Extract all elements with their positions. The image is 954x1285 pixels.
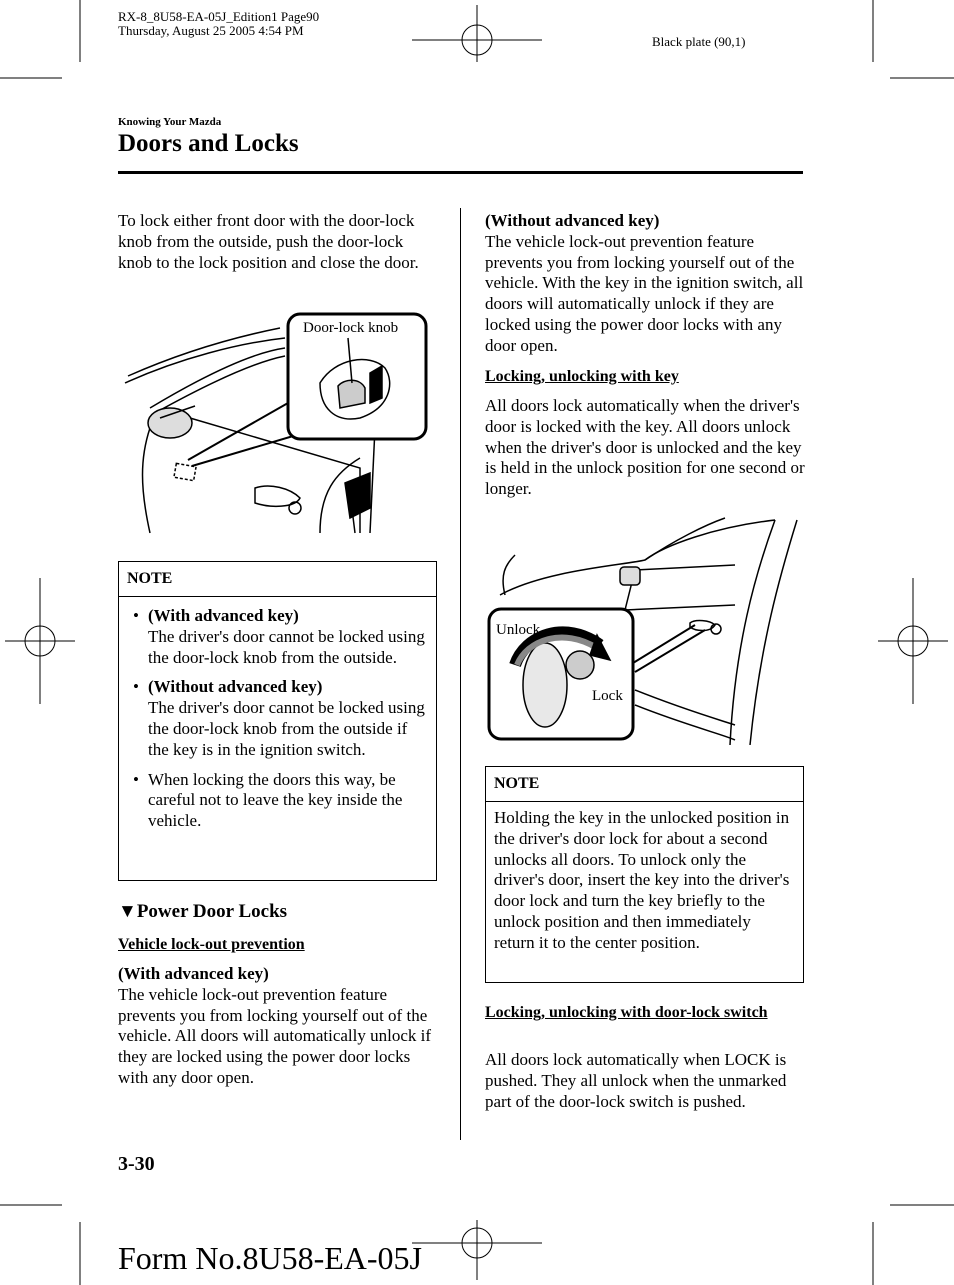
- subheading-locking-key: Locking, unlocking with key: [485, 368, 679, 385]
- note-bullet: [126, 606, 428, 668]
- note-heading: NOTE: [486, 767, 803, 802]
- plate-label: Black plate (90,1): [652, 34, 746, 49]
- bullet-dot: •: [133, 606, 139, 625]
- without-key-paragraph: The vehicle lock-out prevention feature prevents you from locking yourself out of the vehicle. With the key in the ignition switch, all doors will automatically unlock if they are locked using the power door locks with any door open.: [485, 231, 804, 355]
- title-rule: [118, 171, 803, 174]
- note-bullet-text: The driver's door cannot be locked using the door-lock knob from the outside if the key is in the ignition switch.: [148, 698, 425, 759]
- note-box-left: [118, 561, 437, 881]
- note-bullet: [126, 677, 428, 760]
- unlock-callout: Unlock: [496, 622, 541, 638]
- note-bullet: [126, 770, 428, 832]
- file-line: RX-8_8U58-EA-05J_Edition1 Page90: [118, 9, 320, 24]
- note-paragraph: Holding the key in the unlocked position in the driver's door lock for about a second unlocks all doors. To unlock only the driver's door, insert the key into the driver's door lock and turn the key briefly to the unlock position and then immediately return it to the center position.: [494, 808, 790, 952]
- note-box-right: [485, 766, 804, 983]
- bullet-dot: •: [133, 769, 139, 789]
- section-heading: [118, 901, 287, 923]
- note-bullet-text: When locking the doors this way, be careful not to leave the key inside the vehicle.: [148, 769, 403, 831]
- date-line: Thursday, August 25 2005 4:54 PM: [118, 23, 304, 38]
- triangle-down-icon: ▼: [118, 901, 137, 922]
- form-number-footer: Form No.8U58-EA-05J: [118, 1240, 422, 1276]
- section-heading-text: Power Door Locks: [136, 901, 288, 922]
- door-lock-switch-paragraph: All doors lock automatically when LOCK is pushed. They all unlock when the unmarked part of the door-lock switch is pushed.: [485, 1050, 787, 1111]
- locking-key-paragraph: All doors lock automatically when the driver's door is locked with the key. All doors unlock when the driver's door is unlocked and the key is held in the unlock position for one second or longer.: [485, 396, 805, 499]
- section-label: Knowing Your Mazda: [118, 116, 222, 128]
- note-bullet-head: (With advanced key): [148, 606, 299, 625]
- door-lock-knob-illustration: [120, 308, 435, 538]
- subheading-door-lock-switch: Locking, unlocking with door-lock switch: [485, 1004, 768, 1021]
- lockout-without-key-block: [485, 211, 805, 357]
- file-info: [118, 10, 319, 38]
- door-lock-knob-callout: Door-lock knob: [303, 320, 399, 336]
- intro-paragraph: To lock either front door with the door-lock knob from the outside, push the door-lock knob to the lock position and close the door.: [118, 211, 419, 272]
- page-number: 3-30: [118, 1153, 155, 1175]
- page-title: Doors and Locks: [118, 130, 299, 157]
- without-key-heading: (Without advanced key): [485, 211, 660, 230]
- column-divider: [460, 208, 461, 1140]
- lockout-with-key-block: [118, 964, 438, 1089]
- note-bullet-head: (Without advanced key): [148, 677, 323, 697]
- bullet-dot: •: [133, 677, 139, 697]
- lock-callout: Lock: [592, 688, 623, 704]
- with-key-heading: (With advanced key): [118, 964, 269, 983]
- with-key-paragraph: The vehicle lock-out prevention feature prevents you from locking yourself out of the vehicle. All doors will automatically unlock if they are locked using the power door locks with any door open.: [118, 984, 432, 1087]
- subheading-lockout: Vehicle lock-out prevention: [118, 936, 305, 953]
- note-bullet-text: The driver's door cannot be locked using the door-lock knob from the outside.: [148, 626, 425, 667]
- note-heading: NOTE: [119, 562, 436, 597]
